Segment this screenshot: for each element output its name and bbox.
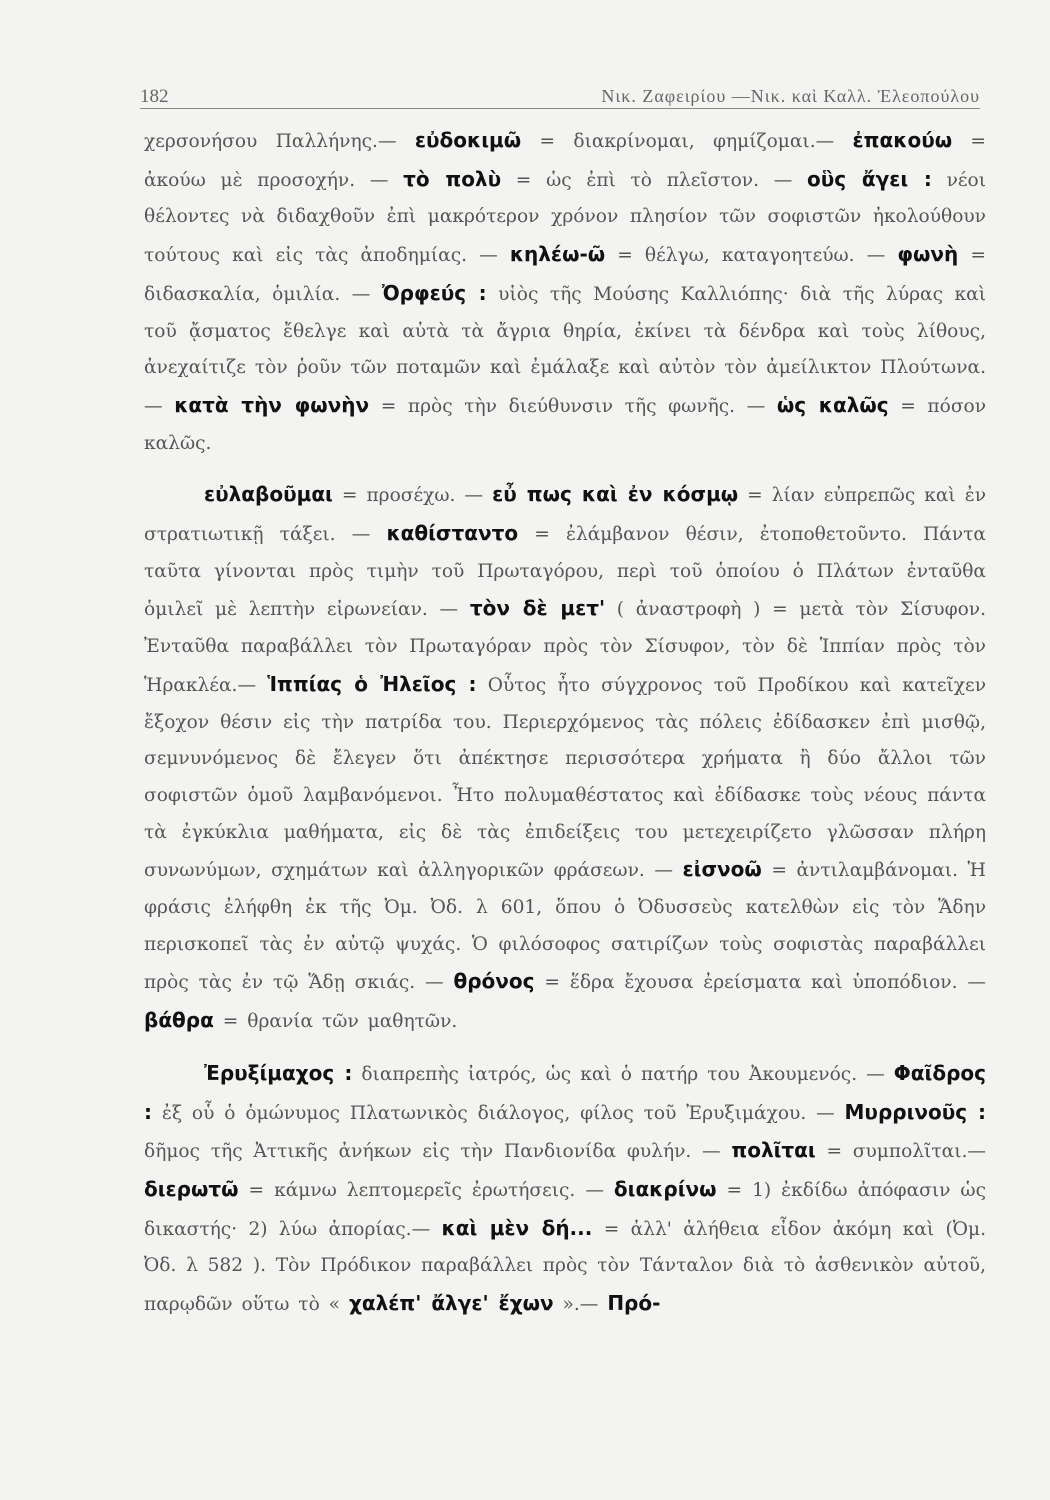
definition-text: = λίαν εὐπρεπῶς καὶ ἐν στρατιωτικῇ τάξει. —	[144, 485, 987, 546]
definition-text: = 1) ἐκδίδω ἀπόφασιν ὡς δικαστής· 2) λύω ἀπορίας.—	[144, 1179, 986, 1240]
definition-text: = διακρίνομαι, φημίζομαι.—	[521, 131, 853, 152]
definition-text: χερσονήσου Παλλήνης.—	[144, 131, 415, 152]
definition-text: = ὡς ἐπὶ τὸ πλεῖστον. —	[501, 169, 807, 191]
lemma-term: θρόνος	[453, 969, 535, 994]
lemma-term: βάθρα	[144, 1008, 214, 1033]
lemma-term: κηλέω-ῶ	[509, 242, 606, 267]
commentary-paragraph	[144, 476, 986, 1041]
lemma-term: Πρό-	[607, 1291, 661, 1316]
page-number: 182	[140, 86, 169, 107]
definition-text: = ἕδρα ἔχουσα ἐρείσματα καὶ ὑποπόδιον. —	[534, 972, 986, 994]
definition-text: = ἀλλ' ἀλήθεια εἶδον ἀκόμη καὶ (Ὀμ. Ὀδ. λ 582 ). Τὸν Πρόδικον παραβάλλει πρὸς τὸν Τάνταλον διὰ τὸ ἀσθενικὸν αὐτοῦ, παρῳδῶν οὕτω τὸ «	[144, 1218, 987, 1316]
lemma-term: Ἐρυξίμαχος :	[204, 1060, 353, 1085]
definition-text: Οὗτος ἦτο σύγχρονος τοῦ Προδίκου καὶ κατεῖχεν ἔξοχον θέσιν εἰς τὴν πατρίδα του. Περιερχόμενος τὰς πόλεις ἐδίδασκεν ἐπὶ μισθῷ, σεμνυνόμενος δὲ ἔλεγεν ὅτι ἀπέκτησε περισσότερα χρήματα ἢ δύο ἄλλοι τῶν σοφιστῶν ὁμοῦ λαμβανόμενοι. Ἦτο πολυμαθέστατος καὶ ἐδίδασκε τοὺς νέους πάντα τὰ ἐγκύκλια μαθήματα, εἰς δὲ τὰς ἐπιδείξεις του μετεχειρίζετο γλῶσσαν πλήρη συνωνύμων, σχημάτων καὶ ἀλληγορικῶν φράσεων. —	[144, 674, 986, 882]
definition-text: = ἐλάμβανον θέσιν, ἐτοποθετοῦντο. Πάντα ταῦτα γίνονται πρὸς τιμὴν τοῦ Πρωταγόρου, περὶ τοῦ ὁποίου ὁ Πλάτων ἐνταῦθα ὁμιλεῖ μὲ λεπτὴν εἰρωνείαν. —	[144, 524, 986, 621]
lemma-term: τὸ πολὺ	[403, 166, 502, 191]
lemma-term: καθίσταντο	[386, 521, 519, 546]
definition-text: ἐξ οὗ ὁ ὁμώνυμος Πλατωνικὸς διάλογος, φίλος τοῦ Ἐρυξιμάχου. —	[152, 1102, 845, 1124]
definition-text: υἱὸς τῆς Μούσης Καλλιόπης· διὰ τῆς λύρας καὶ τοῦ ᾄσματος ἔθελγε καὶ αὐτὰ τὰ ἄγρια θηρία, ἐκίνει τὰ δένδρα καὶ τοὺς λίθους, ἀνεχαίτιζε τὸν ῥοῦν τῶν ποταμῶν καὶ ἐμάλαξε καὶ αὐτὸν τὸν ἀμείλικτον Πλούτωνα. —	[144, 283, 986, 417]
lemma-term: τὸν δὲ μετ'	[469, 596, 606, 621]
lemma-term: διερωτῶ	[144, 1176, 239, 1201]
definition-text: νέοι θέλοντες νὰ διδαχθοῦν ἐπὶ μακρότερον χρόνον πλησίον τῶν σοφιστῶν ἠκολούθουν τούτους καὶ εἰς τὰς ἀποδημίας. —	[144, 169, 986, 267]
lemma-term: εὐδοκιμῶ	[414, 128, 522, 152]
definition-text: ( ἀναστροφὴ ) = μετὰ τὸν Σίσυφον. Ἐνταῦθα παραβάλλει τὸν Πρωταγόραν πρὸς τὸν Σίσυφον, τὸν δὲ Ἱππίαν πρὸς τὸν Ἡρακλέα.—	[144, 599, 986, 696]
lemma-term: ἐπακούω	[852, 128, 953, 152]
lemma-term: Ὀρφεύς :	[381, 280, 487, 305]
commentary-paragraph	[144, 122, 986, 462]
running-head: Νικ. Ζαφειρίου —Νικ. καὶ Καλλ. Ἐλεοπούλου	[601, 86, 980, 106]
lemma-term: διακρίνω	[613, 1176, 717, 1201]
lemma-term: Φαῖδρος :	[144, 1060, 986, 1124]
lemma-term: κατὰ τὴν φωνὴν	[174, 392, 370, 417]
commentary-paragraph	[144, 1055, 986, 1324]
lemma-term: Ἱππίας ὁ Ἠλεῖος :	[267, 671, 477, 696]
definition-text: ».—	[553, 1294, 608, 1316]
lemma-term: χαλέπ' ἄλγε' ἔχων	[348, 1291, 554, 1316]
definition-text: δῆμος τῆς Ἀττικῆς ἀνήκων εἰς τὴν Πανδιονίδα φυλήν. —	[144, 1141, 732, 1163]
lemma-term: καὶ μὲν δή...	[441, 1215, 593, 1240]
lemma-term: εἰσνοῶ	[682, 857, 762, 882]
definition-text: = ἀντιλαμβάνομαι. Ἡ φράσις ἐλήφθη ἐκ τῆς Ὀμ. Ὀδ. λ 601, ὅπου ὁ Ὀδυσσεὺς κατελθὼν εἰς τὸν Ἅδην περισκοπεῖ τὰς ἐν αὐτῷ ψυχάς. Ὁ φιλόσοφος σατιρίζων τοὺς σοφιστὰς παραβάλλει πρὸς τὰς ἐν τῷ Ἅδῃ σκιάς. —	[144, 860, 986, 994]
lemma-term: οὓς ἄγει :	[806, 166, 932, 191]
definition-text: = πόσον καλῶς.	[144, 395, 987, 454]
lemma-term: εὐλαβοῦμαι	[204, 482, 333, 507]
definition-text: = κάμνω λεπτομερεῖς ἐρωτήσεις. —	[238, 1179, 614, 1201]
commentary-body	[144, 122, 986, 1324]
lemma-term: Μυρρινοῦς :	[844, 1099, 986, 1124]
lemma-term: πολῖται	[731, 1138, 816, 1163]
lemma-term: φωνὴ	[897, 242, 959, 267]
page-header	[140, 78, 980, 109]
definition-text: διαπρεπὴς ἰατρός, ὡς καὶ ὁ πατήρ του Ἀκουμενός. —	[352, 1063, 894, 1085]
definition-text: = προσέχω. —	[332, 485, 493, 507]
definition-text: = συμπολῖται.—	[815, 1141, 986, 1163]
definition-text: = θέλγω, καταγοητεύω. —	[605, 245, 898, 267]
lemma-term: εὖ πως καὶ ἐν κόσμῳ	[492, 482, 739, 507]
lemma-term: ὡς καλῶς	[776, 392, 889, 417]
definition-text: = ἀκούω μὲ προσοχήν. —	[144, 131, 987, 191]
definition-text: = πρὸς τὴν διεύθυνσιν τῆς φωνῆς. —	[369, 395, 777, 417]
definition-text: = διδασκαλία, ὁμιλία. —	[144, 245, 986, 305]
definition-text: = θρανία τῶν μαθητῶν.	[213, 1011, 458, 1033]
